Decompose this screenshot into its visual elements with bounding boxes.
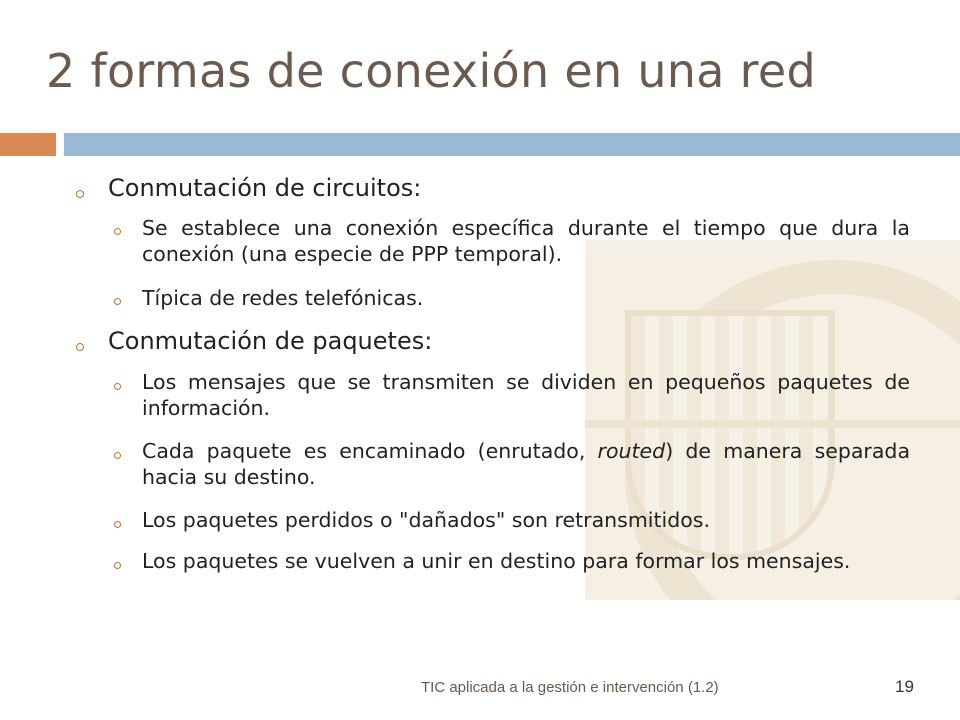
list-item: Típica de redes telefónicas. [142,286,424,310]
list-item-italic-term: routed [597,439,666,463]
bullet-circle-icon [114,521,121,528]
bullet-circle-icon [76,343,84,351]
list-item: Los mensajes que se transmiten se dividen en pequeños paquetes de información. [142,370,910,420]
list-item: Se establece una conexión específica durante el tiempo que dura la conexión (una especie de PPP temporal). [142,216,910,266]
bullet-circle-icon [114,383,121,390]
list-item [142,438,910,490]
list-item: Los paquetes se vuelven a unir en destino para formar los mensajes. [142,549,851,573]
slide-title: 2 formas de conexión en una red [46,44,816,98]
bullet-circle-icon [114,228,121,235]
section-heading-packet-switching: Conmutación de paquetes: [108,327,433,355]
bullet-circle-icon [114,452,121,459]
list-item: Los paquetes perdidos o "dañados" son retransmitidos. [142,508,710,532]
page-number: 19 [895,677,914,696]
list-item-text: ) de manera separada hacia su destino. [142,439,910,489]
bullet-circle-icon [114,298,121,305]
bullet-circle-icon [76,190,84,198]
list-item-text: Cada paquete es encaminado (enrutado, [142,439,598,463]
bullet-circle-icon [114,562,121,569]
section-heading-circuit-switching: Conmutación de circuitos: [108,174,422,202]
slide-footer: TIC aplicada a la gestión e intervención (1.2) [421,679,719,696]
